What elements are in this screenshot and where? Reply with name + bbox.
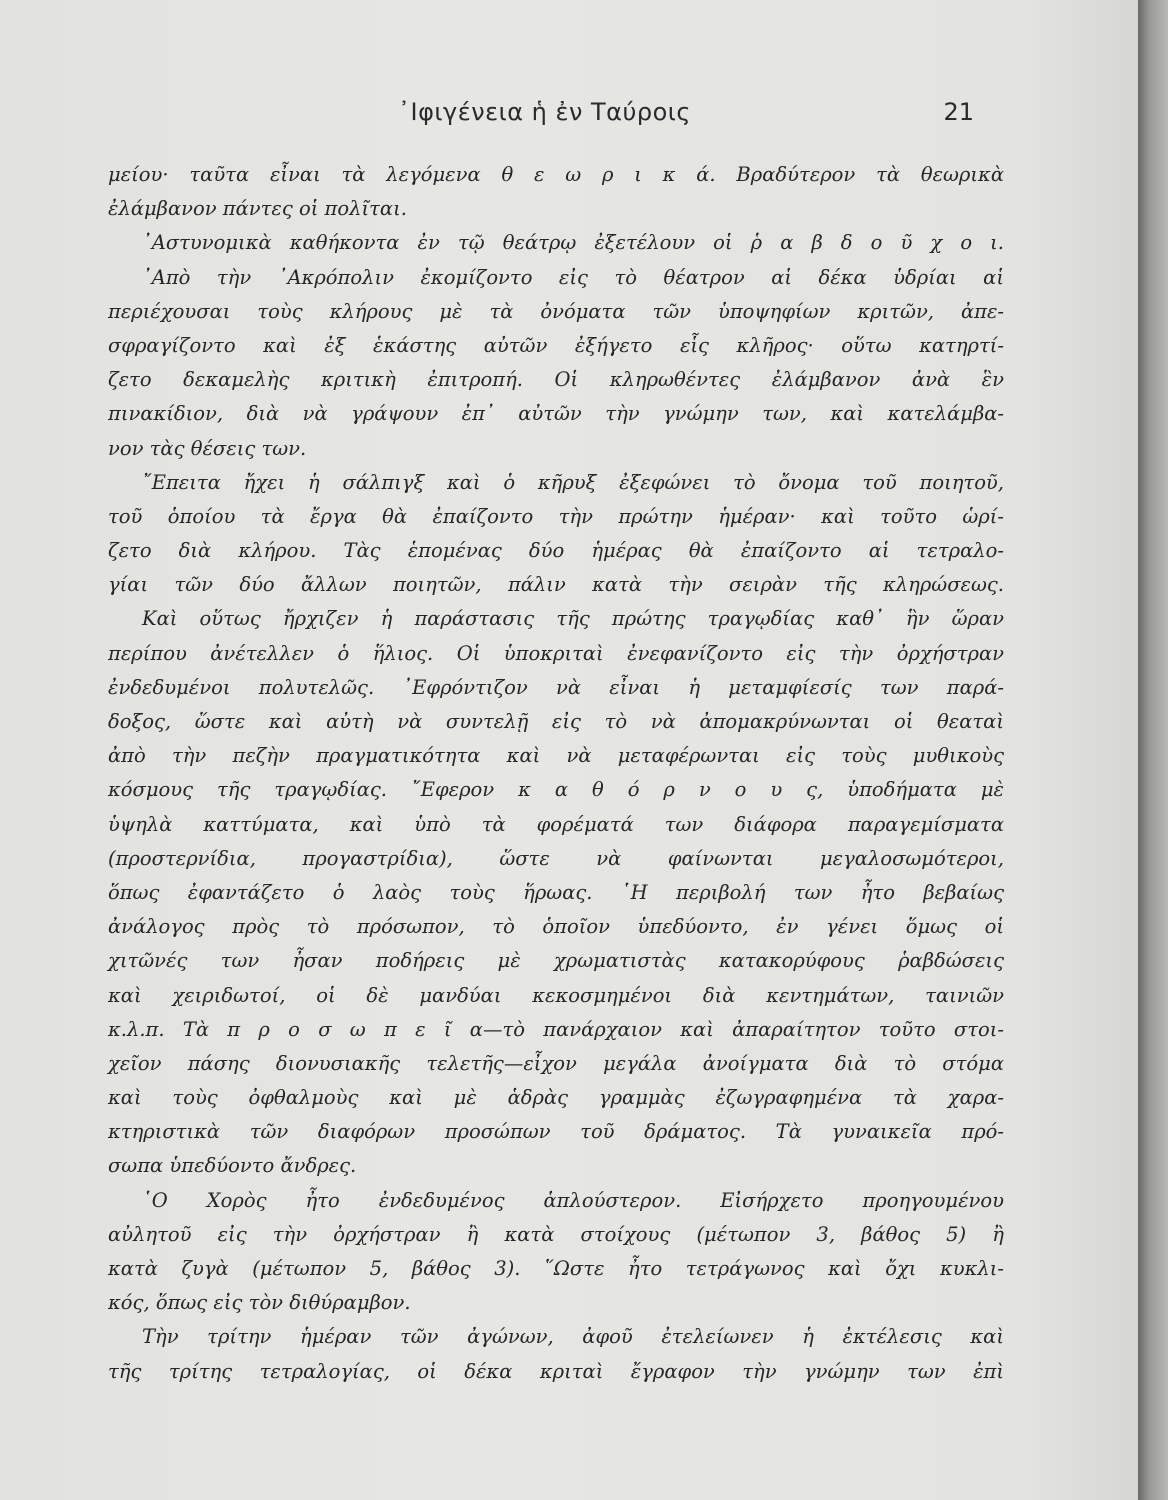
text-line: ἀπὸ τὴν πεζὴν πραγματικότητα καὶ νὰ μεταφέρωνται εἰς τοὺς μυθικοὺς: [108, 744, 1004, 768]
page-edge: [1138, 0, 1168, 1500]
text-line: ῎Επειτα ἤχει ἡ σάλπιγξ καὶ ὁ κῆρυξ ἐξεφώνει τὸ ὄνομα τοῦ ποιητοῦ,: [142, 470, 1004, 494]
text-line: τῆς τρίτης τετραλογίας, οἱ δέκα κριταὶ ἔγραφον τὴν γνώμην των ἐπὶ: [108, 1359, 1004, 1383]
text-line: περιέχουσαι τοὺς κλήρους μὲ τὰ ὀνόματα τῶν ὑποψηφίων κριτῶν, ἀπε-: [108, 299, 1004, 323]
text-line: πινακίδιον, διὰ νὰ γράψουν ἐπ᾽ αὐτῶν τὴν γνώμην των, καὶ κατελάμβα-: [108, 402, 1004, 426]
running-title: ᾽Ιφιγένεια ἡ ἐν Ταύροις: [398, 98, 691, 126]
text-line: κός, ὅπως εἰς τὸν διθύραμβον.: [108, 1291, 411, 1315]
text-line: σφραγίζοντο καὶ ἐξ ἑκάστης αὐτῶν ἐξήγετο εἷς κλῆρος· οὕτω κατηρτί-: [108, 333, 1004, 357]
text-line: καὶ χειριδωτοί, οἱ δὲ μανδύαι κεκοσμημένοι διὰ κεντημάτων, ταινιῶν: [108, 983, 1004, 1007]
text-line: ᾽Απὸ τὴν ᾽Ακρόπολιν ἐκομίζοντο εἰς τὸ θέατρον αἱ δέκα ὑδρίαι αἱ: [142, 265, 1004, 289]
text-line: ῾Ο Χορὸς ἦτο ἐνδεδυμένος ἁπλούστερον. Εἰσήρχετο προηγουμένου: [142, 1188, 1004, 1212]
text-line: τοῦ ὁποίου τὰ ἔργα θὰ ἐπαίζοντο τὴν πρώτην ἡμέραν· καὶ τοῦτο ὡρί-: [108, 504, 1004, 528]
text-line: κόσμους τῆς τραγῳδίας. ῎Εφερον κ α θ ό ρ ν ο υ ς, ὑποδήματα μὲ: [108, 778, 1004, 802]
text-line: σωπα ὑπεδύοντο ἄνδρες.: [108, 1154, 357, 1178]
text-line: ζετο διὰ κλήρου. Τὰς ἑπομένας δύο ἡμέρας θὰ ἐπαίζοντο αἱ τετραλο-: [108, 539, 1004, 563]
page-number: 21: [943, 98, 974, 126]
text-line: κτηριστικὰ τῶν διαφόρων προσώπων τοῦ δράματος. Τὰ γυναικεῖα πρό-: [108, 1120, 1004, 1144]
body-text: [108, 158, 1004, 1389]
text-line: καὶ τοὺς ὀφθαλμοὺς καὶ μὲ ἁδρὰς γραμμὰς ἐζωγραφημένα τὰ χαρα-: [108, 1086, 1004, 1110]
text-line: αὐλητοῦ εἰς τὴν ὀρχήστραν ἢ κατὰ στοίχους (μέτωπον 3, βάθος 5) ἢ: [108, 1222, 1004, 1246]
text-line: γίαι τῶν δύο ἄλλων ποιητῶν, πάλιν κατὰ τὴν σειρὰν τῆς κληρώσεως.: [108, 573, 1004, 597]
text-line: χεῖον πάσης διονυσιακῆς τελετῆς—εἶχον μεγάλα ἀνοίγματα διὰ τὸ στόμα: [108, 1051, 1004, 1075]
text-line: κατὰ ζυγὰ (μέτωπον 5, βάθος 3). ῞Ωστε ἦτο τετράγωνος καὶ ὄχι κυκλι-: [108, 1257, 1004, 1280]
text-line: κ.λ.π. Τὰ π ρ ο σ ω π ε ῖ α—τὸ πανάρχαιον καὶ ἀπαραίτητον τοῦτο στοι-: [108, 1017, 1004, 1041]
text-line: ζετο δεκαμελὴς κριτικὴ ἐπιτροπή. Οἱ κληρωθέντες ἐλάμβανον ἀνὰ ἓν: [108, 368, 1004, 392]
text-line: μείου· ταῦτα εἶναι τὰ λεγόμενα θ ε ω ρ ι κ ά. Βραδύτερον τὰ θεωρικὰ: [108, 163, 1004, 186]
text-line: ὅπως ἐφαντάζετο ὁ λαὸς τοὺς ἥρωας. ῾Η περιβολή των ἦτο βεβαίως: [108, 880, 1004, 904]
text-line: νον τὰς θέσεις των.: [108, 436, 307, 460]
text-line: δοξος, ὥστε καὶ αὐτὴ νὰ συντελῇ εἰς τὸ νὰ ἀπομακρύνωνται οἱ θεαταὶ: [108, 710, 1004, 733]
text-line: (προστερνίδια, προγαστρίδια), ὥστε νὰ φαίνωνται μεγαλοσωμότεροι,: [108, 846, 1004, 870]
text-line: ᾽Αστυνομικὰ καθήκοντα ἐν τῷ θεάτρῳ ἐξετέλουν οἱ ῥ α β δ ο ῦ χ ο ι.: [142, 231, 1004, 255]
text-line: Τὴν τρίτην ἡμέραν τῶν ἀγώνων, ἀφοῦ ἐτελείωνεν ἡ ἐκτέλεσις καὶ: [142, 1325, 1004, 1349]
text-line: ἀνάλογος πρὸς τὸ πρόσωπον, τὸ ὁποῖον ὑπεδύοντο, ἐν γένει ὅμως οἱ: [108, 915, 1004, 939]
text-line: ἐνδεδυμένοι πολυτελῶς. ᾽Εφρόντιζον νὰ εἶναι ἡ μεταμφίεσίς των παρά-: [108, 675, 1004, 699]
page-header: [108, 98, 974, 134]
text-line: Καὶ οὕτως ἤρχιζεν ἡ παράστασις τῆς πρώτης τραγῳδίας καθ᾽ ἣν ὥραν: [142, 607, 1004, 631]
text-line: ὑψηλὰ καττύματα, καὶ ὑπὸ τὰ φορέματά των διάφορα παραγεμίσματα: [108, 812, 1004, 836]
text-line: ἐλάμβανον πάντες οἱ πολῖται.: [108, 197, 407, 221]
text-line: χιτῶνές των ἦσαν ποδήρεις μὲ χρωματιστὰς κατακορύφους ῥαβδώσεις: [108, 949, 1004, 973]
text-line: περίπου ἀνέτελλεν ὁ ἥλιος. Οἱ ὑποκριταὶ ἐνεφανίζοντο εἰς τὴν ὀρχήστραν: [108, 641, 1004, 665]
